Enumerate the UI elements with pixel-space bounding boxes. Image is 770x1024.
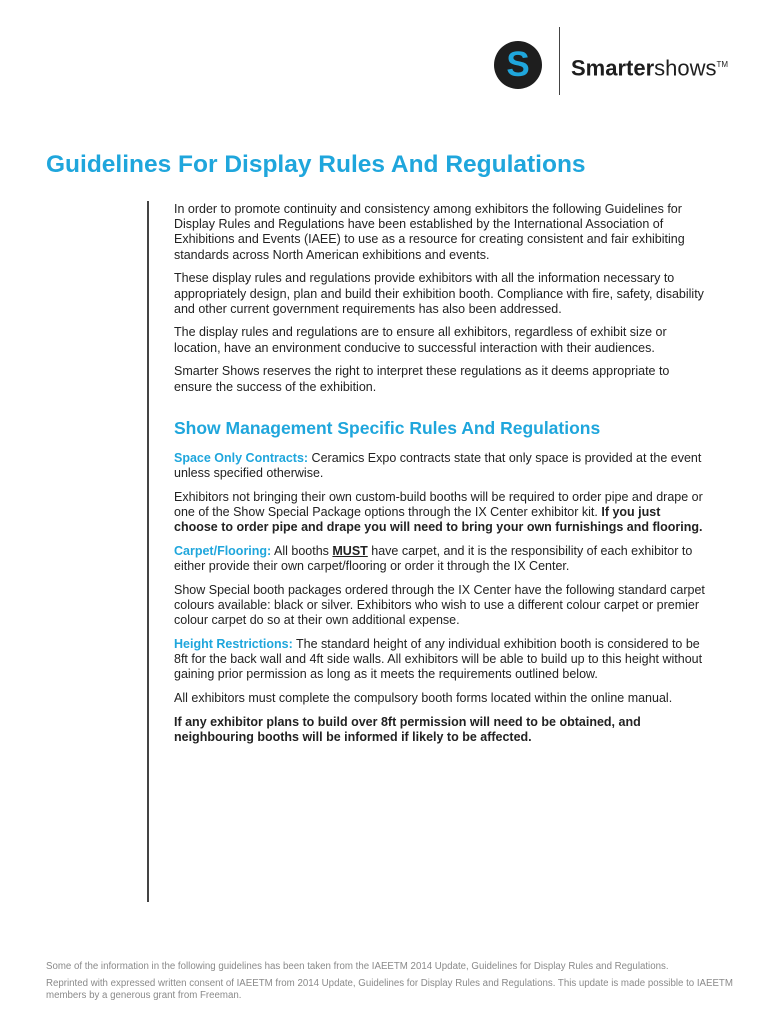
carpet-must: MUST	[332, 543, 368, 558]
space-only-text: Ceramics Expo contracts state that only space is provided at the event unless specified otherwise.	[174, 450, 702, 480]
height-label: Height Restrictions:	[174, 636, 293, 651]
height-paragraph	[174, 637, 706, 683]
logo-trademark: TM	[716, 60, 729, 69]
carpet-paragraph	[174, 544, 706, 574]
logo-brand-light: shows	[654, 55, 717, 81]
logo-wordmark	[571, 52, 728, 81]
footer	[46, 961, 736, 1007]
packages-paragraph: Show Special booth packages ordered through the IX Center have the following standard carpet colours available: black or silver. Exhibitors who wish to use a different colour carpet or premier colour carpet do so at their own additional expense.	[174, 582, 705, 628]
intro-paragraph-1: In order to promote continuity and consistency among exhibitors the following Guidelines for Display Rules and Regulations have been established by the International Association of Exhibitions and Events (IAEE) to use as a resource for creating consistent and fair exhibiting standards across North American exhibitions and events.	[174, 202, 685, 262]
main-content	[174, 202, 706, 753]
logo-brand-bold: Smarter	[571, 55, 655, 81]
section-title: Show Management Specific Rules And Regulations	[174, 417, 601, 438]
space-only-paragraph	[174, 451, 706, 481]
pipe-drape-bold: If you just choose to order pipe and drape you will need to bring your own furnishings and flooring.	[174, 504, 703, 535]
intro-paragraph-2: These display rules and regulations provide exhibitors with all the information necessary to appropriately design, plan and build their exhibition booth. Compliance with fire, safety, disability and other current government requirements has also been addressed.	[174, 271, 704, 316]
pipe-drape-text: Exhibitors not bringing their own custom-build booths will be required to order pipe and drape or one of the Show Special Package options through the IX Center exhibitor kit.	[174, 489, 703, 519]
logo-mark: S	[494, 41, 542, 89]
footer-line-2: Reprinted with expressed written consent of IAEETM from 2014 Update, Guidelines for Display Rules and Regulations. This update is made possible to IAEETM members by a generous grant from Freeman.	[46, 977, 733, 1001]
space-only-label: Space Only Contracts:	[174, 450, 309, 465]
footer-line-1: Some of the information in the following guidelines has been taken from the IAEETM 2014 Update, Guidelines for Display Rules and Regulations.	[46, 961, 669, 972]
permission-paragraph: If any exhibitor plans to build over 8ft permission will need to be obtained, and neighbouring booths will be informed if likely to be affected.	[174, 714, 641, 744]
pipe-drape-paragraph	[174, 490, 706, 536]
carpet-text-b: have carpet, and it is the responsibility of each exhibitor to either provide their own carpet/flooring or order it through the IX Center.	[174, 543, 693, 573]
carpet-text-a: All booths	[271, 543, 333, 558]
vertical-rule	[147, 201, 149, 902]
intro-paragraph-3: The display rules and regulations are to ensure all exhibitors, regardless of exhibit size or location, have an environment conducive to successful interaction with their audiences.	[174, 325, 667, 355]
carpet-label: Carpet/Flooring:	[174, 543, 272, 558]
intro-paragraph-4: Smarter Shows reserves the right to interpret these regulations as it deems appropriate to ensure the success of the exhibition.	[174, 364, 670, 394]
height-text: The standard height of any individual exhibition booth is considered to be 8ft for the back wall and 4ft side walls. All exhibitors will be able to build up to this height without gaining prior permission as long as it meets the requirements outlined below.	[174, 636, 703, 682]
logo-divider	[559, 27, 560, 95]
forms-paragraph: All exhibitors must complete the compulsory booth forms located within the online manual.	[174, 690, 673, 705]
page-title: Guidelines For Display Rules And Regulations	[46, 151, 586, 178]
